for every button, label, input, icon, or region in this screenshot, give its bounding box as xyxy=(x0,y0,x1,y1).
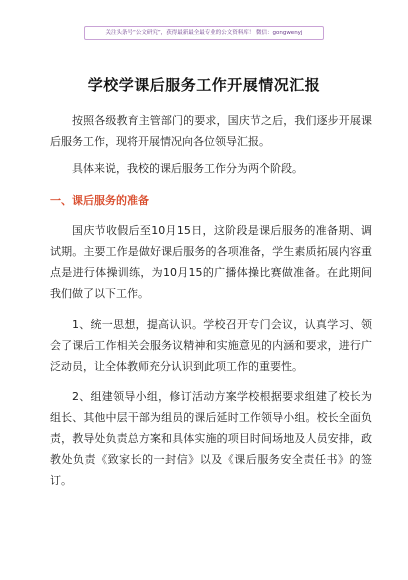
paragraph-intro: 按照各级教育主管部门的要求，国庆节之后，我们逐步开展课后服务工作，现将开展情况向各位领导汇报。 xyxy=(50,114,372,148)
promo-banner-text: 关注头条号“公文研究”，获得最新最全最专业的公文资料库！ 微信：gongwenyj xyxy=(105,30,303,36)
paragraph-point-1: 1、统一思想，提高认识。学校召开专门会议，认真学习、领会了课后工作相关会服务议精神和实施意见的内涵和要求，进行广泛动员，让全体教师充分认识到此项工作的重要性。 xyxy=(50,318,372,373)
document-title: 学校学课后服务工作开展情况汇报 xyxy=(87,76,321,94)
paragraph-stages: 具体来说，我校的课后服务工作分为两个阶段。 xyxy=(72,162,303,175)
section-heading-preparation: 一、课后服务的准备 xyxy=(50,194,149,207)
paragraph-point-2: 2、组建领导小组，修订活动方案学校根据要求组建了校长为组长、其他中层干部为组员的课后延时工作领导小组。校长全面负责，教导处负责总方案和具体实施的项目时间场地及人员安排，政教处负责《致家长的一封信》以及《课后服务安全责任书》的签订。 xyxy=(50,390,372,487)
promo-banner[interactable] xyxy=(84,26,324,40)
paragraph-preparation: 国庆节收假后至10月15日，这阶段是课后服务的准备期、调试期。主要工作是做好课后服务的各项准备，学生素质拓展内容重点是进行体操训练，为10月15的广播体操比赛做准备。在此期间我们做了以下工作。 xyxy=(50,224,372,300)
